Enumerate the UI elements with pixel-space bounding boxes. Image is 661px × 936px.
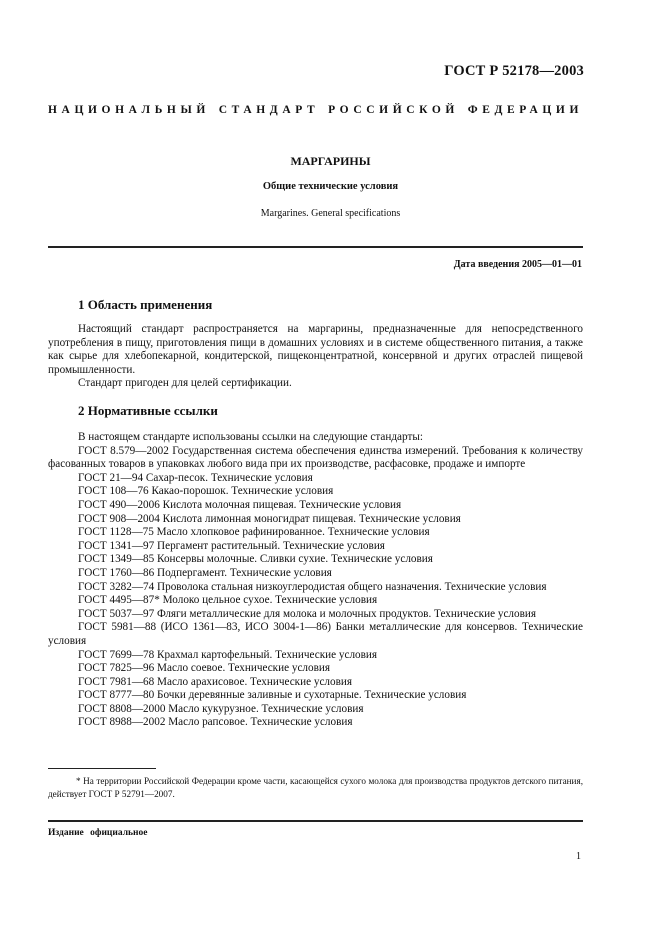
reference-item: ГОСТ 3282—74 Проволока стальная низкоуглеродистая общего назначения. Технические условия (78, 580, 547, 593)
reference-item: ГОСТ 8777—80 Бочки деревянные заливные и сухотарные. Технические условия (78, 689, 467, 702)
divider-top (48, 246, 583, 248)
reference-item: ГОСТ 8808—2000 Масло кукурузное. Технические условия (78, 702, 364, 715)
reference-item: ГОСТ 4495—87* Молоко цельное сухое. Технические условия (78, 594, 378, 607)
reference-item: ГОСТ 8988—2002 Масло рапсовое. Технические условия (78, 716, 353, 729)
reference-item: ГОСТ 490—2006 Кислота молочная пищевая. Технические условия (78, 498, 402, 511)
section-2-heading: 2 Нормативные ссылки (78, 403, 218, 418)
gost-number: ГОСТ Р 52178—2003 (444, 63, 584, 79)
section-1-paragraph: Настоящий стандарт распространяется на маргарины, предназначенные для непосредственного употребления в пищу, приготовления пищи в домашних условиях и в системе общественного питания, а также как сырье для хлебопекарной, кондитерской, пищеконцентратной, консервной и других отраслей пищевой промышленности. (48, 323, 583, 376)
reference-item: ГОСТ 1349—85 Консервы молочные. Сливки сухие. Технические условия (78, 553, 433, 566)
reference-item: ГОСТ 1341—97 Пергамент растительный. Технические условия (78, 539, 385, 552)
page-number: 1 (576, 851, 581, 862)
english-title: Margarines. General specifications (260, 208, 401, 219)
section-2-intro: В настоящем стандарте использованы ссылки на следующие стандарты: (78, 431, 423, 443)
reference-item: ГОСТ 108—76 Какао-порошок. Технические условия (78, 485, 334, 498)
section-2-body (48, 431, 583, 730)
footnote: * На территории Российской Федерации кроме части, касающейся сухого молока для производства продуктов детского питания, действует ГОСТ Р 52791—2007. (48, 776, 583, 799)
reference-item: ГОСТ 8.579—2002 Государственная система обеспечения единства измерений. Требования к количеству фасованных товаров в упаковках любого вида при их производстве, расфасовке, продаже и импорте (48, 444, 583, 471)
reference-item: ГОСТ 1128—75 Масло хлопковое рафинированное. Технические условия (78, 526, 430, 539)
reference-item: ГОСТ 21—94 Сахар-песок. Технические условия (78, 471, 313, 484)
edition-label: Издание официальное (48, 828, 148, 838)
reference-item: ГОСТ 7981—68 Масло арахисовое. Технические условия (78, 675, 353, 688)
reference-item: ГОСТ 5981—88 (ИСО 1361—83, ИСО 3004-1—86) Банки металлические для консервов. Технические условия (48, 621, 583, 647)
section-1-heading: 1 Область применения (78, 297, 213, 312)
reference-item: ГОСТ 908—2004 Кислота лимонная моногидрат пищевая. Технические условия (78, 512, 461, 525)
introduction-date: Дата введения 2005—01—01 (453, 259, 582, 270)
divider-bottom (48, 820, 583, 822)
reference-item: ГОСТ 1760—86 Подпергамент. Технические условия (78, 566, 332, 579)
footnote-separator (48, 768, 156, 769)
reference-list (48, 445, 583, 730)
reference-item: ГОСТ 7825—96 Масло соевое. Технические условия (78, 662, 331, 675)
document-subtitle: Общие технические условия (262, 181, 399, 192)
document-title: МАРГАРИНЫ (290, 154, 371, 168)
national-standard-title: НАЦИОНАЛЬНЫЙ СТАНДАРТ РОССИЙСКОЙ ФЕДЕРАЦИИ (48, 104, 583, 116)
section-1-paragraph: Стандарт пригоден для целей сертификации. (78, 377, 292, 390)
reference-item: ГОСТ 5037—97 Фляги металлические для молока и молочных продуктов. Технические условия (78, 607, 537, 620)
reference-item: ГОСТ 7699—78 Крахмал картофельный. Технические условия (78, 648, 378, 661)
section-1-body (48, 323, 583, 391)
